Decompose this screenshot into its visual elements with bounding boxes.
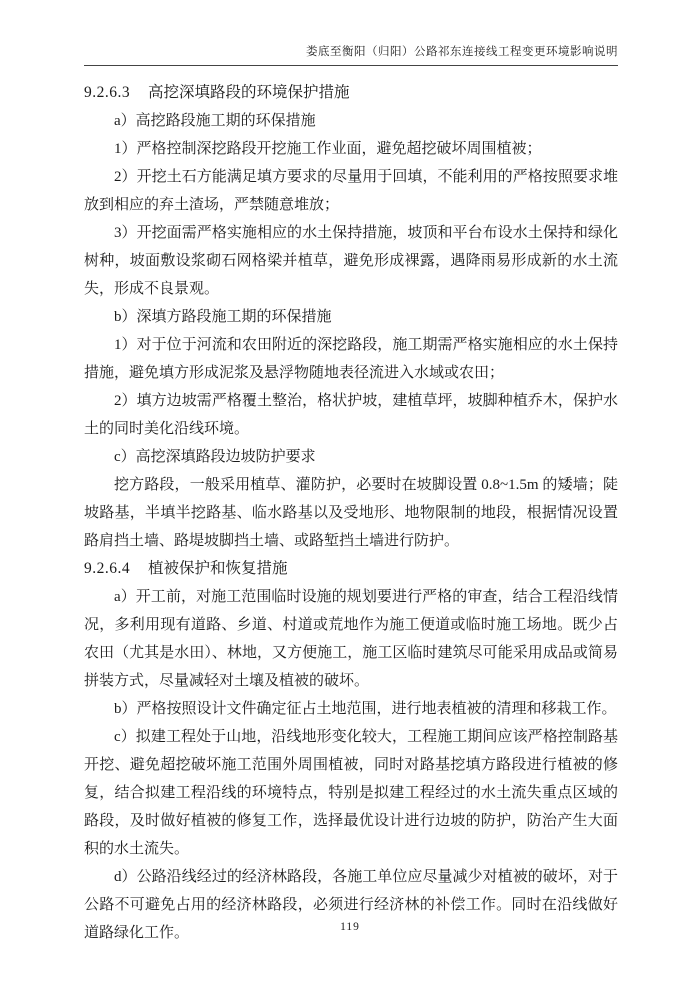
header-running-title: 娄底至衡阳（归阳）公路祁东连接线工程变更环境影响说明	[306, 46, 618, 58]
paragraph-item-2: 2）开挖土石方能满足填方要求的尽量用于回填，不能利用的严格按照要求堆放到相应的弃土渣场，严禁随意堆放；	[84, 169, 618, 213]
document-body	[84, 79, 618, 947]
section-title: 植被保护和恢复措施	[147, 560, 288, 577]
section-heading-9264	[84, 555, 618, 583]
paragraph-item-c: c）高挖深填路段边坡防护要求	[114, 449, 316, 465]
paragraph-item-b2: 2）填方边坡需严格覆土整治，格状护坡，建植草坪，坡脚种植乔木，保护水土的同时美化沿线环境。	[84, 393, 618, 437]
page-number: 119	[340, 921, 360, 933]
paragraph-veg-d: d）公路沿线经过的经济林路段，各施工单位应尽量减少对植被的破坏，对于公路不可避免占用的经济林路段，必须进行经济林的补偿工作。同时在沿线做好道路绿化工作。	[84, 869, 618, 941]
section-number: 9.2.6.4	[84, 560, 131, 577]
paragraph-item-1: 1）严格控制深挖路段开挖施工作业面，避免超挖破坏周围植被；	[114, 141, 542, 157]
paragraph-item-3: 3）开挖面需严格实施相应的水土保持措施，坡顶和平台布设水土保持和绿化树种，坡面敷设浆砌石网格梁并植草，避免形成裸露，遇降雨易形成新的水土流失，形成不良景观。	[84, 225, 618, 297]
paragraph-veg-c: c）拟建工程处于山地，沿线地形变化较大，工程施工期间应该严格控制路基开挖、避免超挖破坏施工范围外周围植被，同时对路基挖填方路段进行植被的修复，结合拟建工程沿线的环境特点，特别是拟建工程经过的水土流失重点区域的路段，及时做好植被的修复工作，选择最优设计进行边坡的防护，防治产生大面积的水土流失。	[84, 729, 618, 857]
section-number: 9.2.6.3	[84, 84, 131, 101]
section-heading-9263	[84, 79, 618, 107]
paragraph-item-a: a）高挖路段施工期的环保措施	[114, 113, 316, 129]
paragraph-item-b1: 1）对于位于河流和农田附近的深挖路段，施工期需严格实施相应的水土保持措施，避免填方形成泥浆及悬浮物随地表径流进入水域或农田；	[84, 337, 618, 381]
paragraph-veg-b: b）严格按照设计文件确定征占土地范围，进行地表植被的清理和移栽工作。	[114, 701, 617, 717]
paragraph-slope-protection: 挖方路段，一般采用植草、灌防护，必要时在坡脚设置 0.8~1.5m 的矮墙；陡坡路基，半填半挖路基、临水路基以及受地形、地物限制的地段，根据情况设置路肩挡土墙、路堤坡脚挡土墙、或路堑挡土墙进行防护。	[84, 477, 618, 549]
page-footer	[0, 917, 700, 935]
page-header	[84, 43, 618, 66]
section-title: 高挖深填路段的环境保护措施	[147, 84, 350, 101]
paragraph-item-b: b）深填方路段施工期的环保措施	[114, 309, 332, 325]
paragraph-veg-a: a）开工前，对施工范围临时设施的规划要进行严格的审查，结合工程沿线情况，多利用现有道路、乡道、村道或荒地作为施工便道或临时施工场地。既少占农田（尤其是水田）、林地，又方便施工，施工区临时建筑尽可能采用成品或简易拼装方式，尽量减轻对土壤及植被的破坏。	[84, 589, 618, 689]
